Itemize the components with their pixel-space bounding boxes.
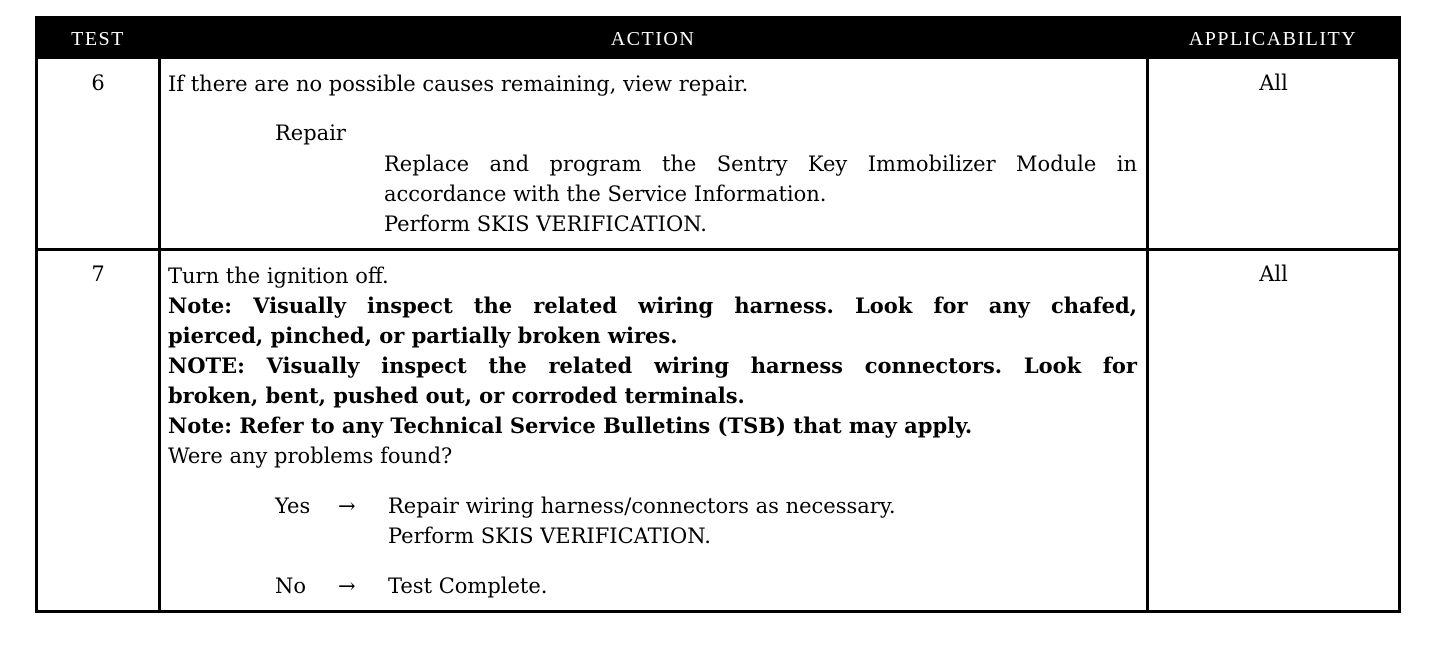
question-text: Were any problems found? xyxy=(168,444,453,468)
test-number: 7 xyxy=(91,262,105,286)
repair-label: Repair xyxy=(275,121,346,145)
yes-action: Repair wiring harness/connectors as necessary. xyxy=(388,494,896,518)
yes-action: Perform SKIS VERIFICATION. xyxy=(388,524,711,548)
column-divider xyxy=(1146,59,1149,610)
row-divider xyxy=(38,248,1398,251)
step-text: If there are no possible causes remaining, view repair. xyxy=(168,72,749,96)
note-text: Note: Refer to any Technical Service Bulletins (TSB) that may apply. xyxy=(168,413,973,438)
note-text: Note: Visually inspect the related wiring harness. Look for any chafed, xyxy=(168,293,1137,318)
test-number: 6 xyxy=(91,71,105,95)
note-text: pierced, pinched, or partially broken wires. xyxy=(168,323,678,348)
table-header xyxy=(38,19,1398,59)
header-test: TEST xyxy=(71,28,125,50)
applicability-value: All xyxy=(1259,71,1288,95)
column-divider xyxy=(158,59,161,610)
step-text: Turn the ignition off. xyxy=(168,264,389,288)
note-text: NOTE: Visually inspect the related wiring harness connectors. Look for xyxy=(168,353,1137,378)
header-action: ACTION xyxy=(610,28,696,50)
header-applicability: APPLICABILITY xyxy=(1188,28,1358,50)
repair-text: Replace and program the Sentry Key Immobilizer Module in xyxy=(384,152,1137,176)
no-action: Test Complete. xyxy=(388,574,548,598)
arrow-right-icon: → xyxy=(338,494,356,518)
repair-text: accordance with the Service Information. xyxy=(384,182,827,206)
arrow-right-icon: → xyxy=(338,574,356,598)
no-label: No xyxy=(275,574,307,598)
yes-label: Yes xyxy=(275,494,311,518)
applicability-value: All xyxy=(1259,262,1288,286)
diagnostic-table xyxy=(35,16,1401,613)
repair-text: Perform SKIS VERIFICATION. xyxy=(384,212,707,236)
note-text: broken, bent, pushed out, or corroded terminals. xyxy=(168,383,745,408)
